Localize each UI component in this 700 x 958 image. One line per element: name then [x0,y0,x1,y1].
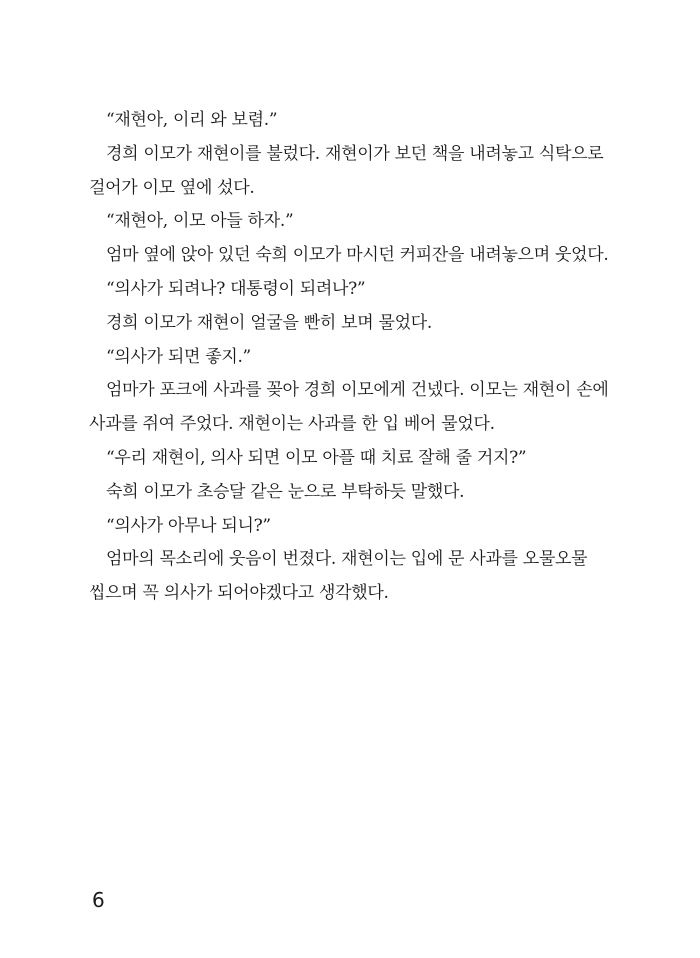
body-text [89,104,611,611]
paragraph-4: 엄마 옆에 앉아 있던 숙희 이모가 마시던 커피잔을 내려놓으며 웃었다. [106,245,609,266]
paragraph-2: 경희 이모가 재현이를 불렀다. 재현이가 보던 책을 내려놓고 식탁으로 걸어가 이모 옆에 섰다. [89,143,604,198]
paragraph-12: 엄마의 목소리에 웃음이 번졌다. 재현이는 입에 문 사과를 오물오물 씹으며 꼭 의사가 되어야겠다고 생각했다. [89,549,588,604]
paragraph-11: “의사가 아무나 되니?” [106,515,271,536]
paragraph-8: 엄마가 포크에 사과를 꽂아 경희 이모에게 건넸다. 이모는 재현이 손에 사과를 쥐여 주었다. 재현이는 사과를 한 입 베어 물었다. [89,380,609,435]
paragraph-6: 경희 이모가 재현이 얼굴을 빤히 보며 물었다. [106,312,432,333]
paragraph-9: “우리 재현이, 의사 되면 이모 아플 때 치료 잘해 줄 거지?” [106,447,527,468]
page-number: 6 [92,888,105,912]
paragraph-7: “의사가 되면 좋지.” [106,346,251,367]
paragraph-5: “의사가 되려나? 대통령이 되려나?” [106,278,366,299]
paragraph-3: “재현아, 이모 아들 하자.” [106,211,294,232]
paragraph-10: 숙희 이모가 초승달 같은 눈으로 부탁하듯 말했다. [106,481,465,502]
paragraph-1: “재현아, 이리 와 보렴.” [106,110,278,130]
